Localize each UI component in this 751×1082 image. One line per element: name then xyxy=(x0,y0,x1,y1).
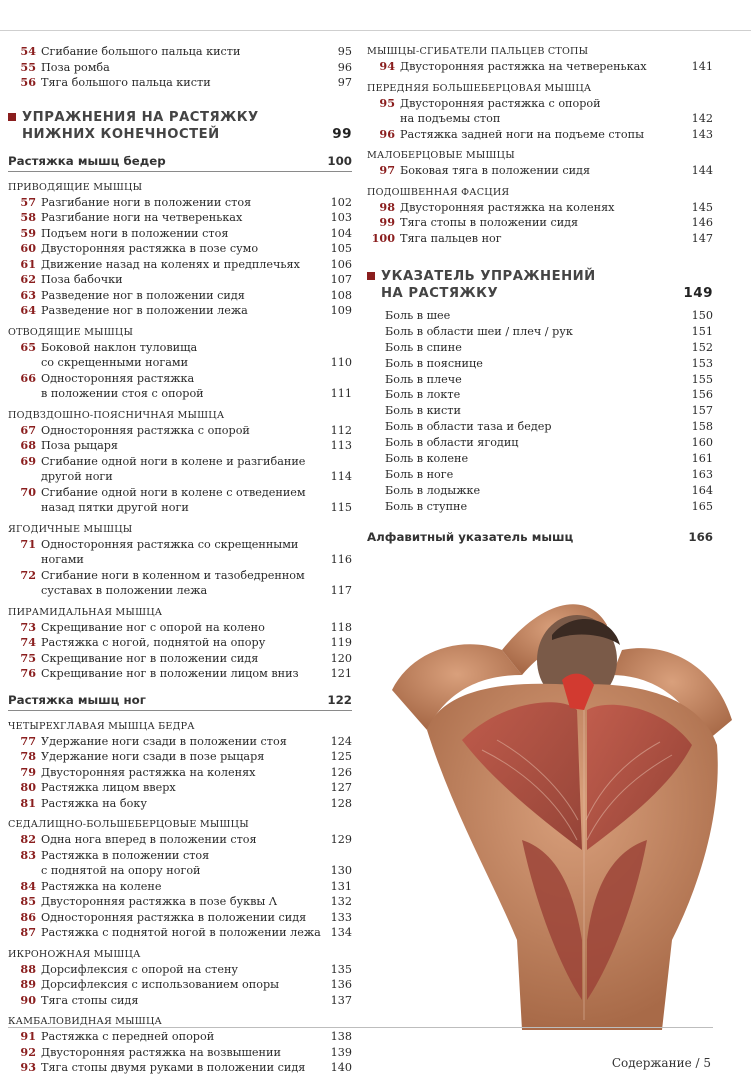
bottom-rule xyxy=(8,1027,713,1028)
pain-index-entry[interactable] xyxy=(367,419,713,435)
entry-title: Дорсифлексия с использованием опоры xyxy=(41,978,280,991)
toc-entry[interactable] xyxy=(8,666,352,682)
pain-index-page: 163 xyxy=(691,467,713,481)
toc-entry[interactable] xyxy=(8,371,352,387)
toc-entry[interactable] xyxy=(8,780,352,796)
entry-title: Поза ромба xyxy=(41,60,110,74)
entry-page: 127 xyxy=(330,781,352,794)
entry-title: Растяжка на боку xyxy=(41,796,147,810)
entry-page: 112 xyxy=(330,423,352,437)
muscle-group-heading: ЧЕТЫРЕХГЛАВАЯ МЫШЦА БЕДРА xyxy=(8,720,195,732)
pain-index-entry[interactable] xyxy=(367,387,713,403)
part-title-line2: НИЖНИХ КОНЕЧНОСТЕЙ xyxy=(22,126,220,142)
toc-entry[interactable] xyxy=(8,651,352,667)
toc-entry[interactable] xyxy=(8,44,352,60)
pain-index-entry[interactable] xyxy=(367,324,713,340)
entry-title: Односторонняя растяжка в положении сидя xyxy=(41,910,307,924)
toc-entry-continuation[interactable] xyxy=(367,111,713,127)
entry-number: 65 xyxy=(20,339,36,354)
pain-index-title: Боль в спине xyxy=(385,340,462,354)
entry-page: 103 xyxy=(330,211,352,224)
entry-title: Поза рыцаря xyxy=(41,439,118,452)
toc-entry[interactable] xyxy=(8,303,352,319)
pain-index-entry[interactable] xyxy=(367,451,713,467)
section-rule xyxy=(8,710,352,711)
entry-page: 117 xyxy=(330,584,352,597)
entry-title: Растяжка в положении стоя xyxy=(41,848,210,862)
entry-page: 142 xyxy=(691,112,713,125)
entry-title: Тяга стопы сидя xyxy=(41,993,139,1007)
toc-entry[interactable] xyxy=(8,894,352,910)
entry-number: 59 xyxy=(20,225,36,240)
muscle-group-heading: МЫШЦЫ-СГИБАТЕЛИ ПАЛЬЦЕВ СТОПЫ xyxy=(367,46,589,57)
entry-title: Поза бабочки xyxy=(41,273,123,286)
entry-page: 121 xyxy=(330,667,352,680)
pain-index-page: 150 xyxy=(691,309,713,322)
pain-index-page: 152 xyxy=(691,340,713,354)
entry-title: Тяга большого пальца кисти xyxy=(41,76,211,89)
entry-title: Двусторонняя растяжка на коленях xyxy=(400,200,615,214)
entry-page: 145 xyxy=(691,200,713,214)
part-title-line1: УПРАЖНЕНИЯ НА РАСТЯЖКУ xyxy=(22,109,259,125)
entry-number: 63 xyxy=(20,287,36,302)
section-block xyxy=(8,151,352,172)
toc-entry-continuation[interactable] xyxy=(8,469,352,485)
entry-page: 106 xyxy=(330,257,352,271)
entry-title: со скрещенными ногами xyxy=(41,356,189,369)
entry-page: 126 xyxy=(330,765,352,779)
pain-index-title: Боль в пояснице xyxy=(385,356,483,370)
section-title: Растяжка мышц бедер xyxy=(8,153,166,168)
toc-entry[interactable] xyxy=(8,423,352,439)
entry-page: 124 xyxy=(330,734,352,748)
entry-number: 96 xyxy=(379,126,395,141)
muscle-group-heading: ПЕРЕДНЯЯ БОЛЬШЕБЕРЦОВАЯ МЫШЦА xyxy=(367,82,592,94)
entry-title: Боковой наклон туловища xyxy=(41,340,198,354)
pain-index-title: Боль в области шеи / плеч / рук xyxy=(385,324,573,338)
entry-page: 120 xyxy=(330,651,352,665)
entry-title: Тяга стопы двумя руками в положении сидя xyxy=(41,1061,306,1074)
entry-page: 114 xyxy=(330,470,352,483)
pain-index-entry[interactable] xyxy=(367,467,713,483)
entry-title: Боковая тяга в положении сидя xyxy=(400,164,590,177)
entry-page: 135 xyxy=(330,962,352,976)
pain-index-entry[interactable] xyxy=(367,308,713,324)
entry-title: Двусторонняя растяжка с опорой xyxy=(400,96,601,110)
entry-page: 132 xyxy=(330,895,352,908)
entry-number: 86 xyxy=(20,909,36,924)
entry-page: 111 xyxy=(330,387,352,400)
toc-entry[interactable] xyxy=(8,1029,352,1045)
entry-page: 147 xyxy=(691,231,713,245)
pain-index-page: 165 xyxy=(691,499,713,513)
entry-page: 107 xyxy=(330,273,352,286)
toc-entry[interactable] xyxy=(8,454,352,470)
page-footer: Содержание / 5 xyxy=(611,1056,711,1070)
pain-index-entry[interactable] xyxy=(367,483,713,499)
pain-index-title: Боль в ноге xyxy=(385,467,454,481)
entry-number: 84 xyxy=(20,878,36,893)
entry-title: Удержание ноги сзади в положении стоя xyxy=(41,734,287,748)
toc-right-column xyxy=(367,44,713,547)
entry-number: 74 xyxy=(20,635,36,649)
entry-title: Разведение ног в положении сидя xyxy=(41,288,245,302)
entry-title: с поднятой на опору ногой xyxy=(41,864,201,877)
pain-index-title: Боль в плече xyxy=(385,372,462,386)
toc-entry[interactable] xyxy=(8,241,352,257)
entry-number: 76 xyxy=(20,666,36,680)
pain-index-title: Боль в кисти xyxy=(385,404,461,418)
toc-entry[interactable] xyxy=(8,272,352,288)
muscle-group-heading: ПОДОШВЕННАЯ ФАСЦИЯ xyxy=(367,186,510,198)
entry-title: Растяжка с поднятой ногой в положении лежа xyxy=(41,926,321,939)
pain-index-page: 155 xyxy=(691,372,713,386)
entry-title: Сгибание большого пальца кисти xyxy=(41,45,241,58)
toc-entry[interactable] xyxy=(8,210,352,226)
toc-entry[interactable] xyxy=(8,620,352,636)
toc-entry-continuation[interactable] xyxy=(8,500,352,516)
entry-page: 110 xyxy=(330,356,352,369)
entry-number: 97 xyxy=(379,163,395,177)
entry-title: Двусторонняя растяжка в позе буквы Λ xyxy=(41,895,277,908)
pain-index-title: Боль в области ягодиц xyxy=(385,436,519,450)
entry-number: 70 xyxy=(20,484,36,499)
muscle-group-heading: КАМБАЛОВИДНАЯ МЫШЦА xyxy=(8,1016,162,1027)
pain-index-entry[interactable] xyxy=(367,499,713,515)
pain-index-title: Боль в локте xyxy=(385,388,461,402)
entry-title: Растяжка задней ноги на подъеме стопы xyxy=(400,127,644,141)
muscle-group-heading: ИКРОНОЖНАЯ МЫШЦА xyxy=(8,948,141,960)
section-heading[interactable] xyxy=(8,690,352,710)
pain-index-page: 153 xyxy=(691,356,713,370)
entry-page: 119 xyxy=(330,636,352,649)
toc-entry[interactable] xyxy=(8,1045,352,1061)
entry-title: Подъем ноги в положении стоя xyxy=(41,226,229,240)
entry-number: 60 xyxy=(20,241,36,255)
entry-number: 80 xyxy=(20,780,36,794)
top-rule xyxy=(0,30,751,31)
section-rule xyxy=(8,171,352,172)
toc-entry[interactable] xyxy=(8,765,352,781)
back-muscles-illustration xyxy=(372,580,751,1030)
pain-index-page: 160 xyxy=(691,436,713,450)
entry-page: 143 xyxy=(691,127,713,141)
index-part-title-line2: НА РАСТЯЖКУ xyxy=(381,286,499,301)
entry-number: 55 xyxy=(20,59,36,74)
entry-number: 69 xyxy=(20,453,36,468)
muscle-group-heading: СЕДАЛИЩНО-БОЛЬШЕБЕРЦОВЫЕ МЫШЦЫ xyxy=(8,819,249,830)
toc-entry[interactable] xyxy=(367,127,713,143)
toc-entry[interactable] xyxy=(367,96,713,112)
entry-page: 118 xyxy=(330,620,352,634)
toc-entry-continuation[interactable] xyxy=(8,552,352,568)
entry-page: 129 xyxy=(330,833,352,846)
entry-title: Односторонняя растяжка с опорой xyxy=(41,423,250,437)
pain-index-entry[interactable] xyxy=(367,403,713,419)
entry-page: 116 xyxy=(330,553,352,566)
entry-page: 125 xyxy=(330,750,352,763)
pain-index-title: Боль в ступне xyxy=(385,499,468,513)
entry-number: 72 xyxy=(20,567,36,582)
entry-title: Движение назад на коленях и предплечьях xyxy=(41,257,300,271)
entry-title: Разгибание ноги в положении стоя xyxy=(41,195,252,209)
entry-page: 141 xyxy=(691,60,713,73)
entry-title: Разведение ног в положении лежа xyxy=(41,304,248,317)
entry-page: 134 xyxy=(330,926,352,939)
entry-title: Одна нога вперед в положении стоя xyxy=(41,833,257,846)
entry-title: Скрещивание ног в положении лицом вниз xyxy=(41,667,299,680)
section-title: Растяжка мышц ног xyxy=(8,692,146,707)
muscle-group-heading: ПИРАМИДАЛЬНАЯ МЫШЦА xyxy=(8,606,163,618)
entry-title: на подъемы стоп xyxy=(400,112,501,125)
toc-entry[interactable] xyxy=(8,925,352,941)
part-page: 99 xyxy=(332,125,352,142)
entry-number: 62 xyxy=(20,272,36,286)
entry-title: Двусторонняя растяжка на четвереньках xyxy=(400,60,647,73)
entry-number: 71 xyxy=(20,536,36,551)
entry-number: 95 xyxy=(379,95,395,110)
entry-title: Тяга стопы в положении сидя xyxy=(400,216,579,229)
entry-number: 100 xyxy=(371,230,395,245)
index-part-title-line1: УКАЗАТЕЛЬ УПРАЖНЕНИЙ xyxy=(381,269,596,284)
entry-page: 95 xyxy=(337,45,352,58)
entry-title: Двусторонняя растяжка на коленях xyxy=(41,765,256,779)
toc-entry[interactable] xyxy=(8,910,352,926)
toc-entry[interactable] xyxy=(367,215,713,231)
section-heading[interactable] xyxy=(8,151,352,171)
muscle-group-heading: ОТВОДЯЩИЕ МЫШЦЫ xyxy=(8,326,134,338)
pain-index-page: 164 xyxy=(691,483,713,497)
entry-number: 78 xyxy=(20,749,36,763)
toc-entry-continuation[interactable] xyxy=(8,583,352,599)
entry-number: 66 xyxy=(20,370,36,385)
entry-number: 93 xyxy=(20,1060,36,1074)
toc-entry[interactable] xyxy=(8,257,352,273)
entry-title: Двусторонняя растяжка в позе сумо xyxy=(41,242,259,255)
entry-number: 75 xyxy=(20,650,36,665)
entry-title: Растяжка с передней опорой xyxy=(41,1030,215,1043)
pain-index-entry[interactable] xyxy=(367,435,713,451)
entry-title: ногами xyxy=(41,553,84,566)
toc-entry-continuation[interactable] xyxy=(8,355,352,371)
toc-entry[interactable] xyxy=(8,340,352,356)
toc-entry[interactable] xyxy=(8,60,352,76)
entry-number: 64 xyxy=(20,303,36,317)
entry-number: 58 xyxy=(20,210,36,224)
toc-entry[interactable] xyxy=(8,195,352,211)
entry-page: 108 xyxy=(330,288,352,302)
entry-page: 138 xyxy=(330,1030,352,1043)
part-heading[interactable] xyxy=(8,109,352,143)
entry-page: 113 xyxy=(330,439,352,452)
entry-title: Разгибание ноги на четвереньках xyxy=(41,211,243,224)
entry-number: 61 xyxy=(20,256,36,271)
entry-page: 105 xyxy=(330,242,352,255)
entry-number: 85 xyxy=(20,894,36,908)
toc-entry[interactable] xyxy=(367,200,713,216)
toc-entry[interactable] xyxy=(8,568,352,584)
entry-number: 87 xyxy=(20,925,36,939)
entry-number: 83 xyxy=(20,847,36,862)
entry-page: 139 xyxy=(330,1045,352,1059)
entry-number: 79 xyxy=(20,764,36,779)
toc-left-column xyxy=(8,44,352,1076)
toc-entry[interactable] xyxy=(8,226,352,242)
muscle-group-heading: ПРИВОДЯЩИЕ МЫШЦЫ xyxy=(8,181,143,193)
pain-index-page: 161 xyxy=(691,452,713,466)
entry-title: назад пятки другой ноги xyxy=(41,501,189,514)
entry-number: 92 xyxy=(20,1044,36,1059)
toc-entry[interactable] xyxy=(8,635,352,651)
square-bullet-icon xyxy=(8,113,16,121)
entry-page: 109 xyxy=(330,304,352,317)
entry-title: Растяжка с ногой, поднятой на опору xyxy=(41,636,266,649)
entry-page: 140 xyxy=(330,1061,352,1074)
toc-entry[interactable] xyxy=(8,879,352,895)
alpha-index-label: Алфавитный указатель мышц xyxy=(367,529,574,544)
entry-title: Скрещивание ног в положении сидя xyxy=(41,651,259,665)
toc-entry-continuation[interactable] xyxy=(8,386,352,402)
toc-entry[interactable] xyxy=(8,848,352,864)
entry-page: 146 xyxy=(691,216,713,229)
entry-number: 90 xyxy=(20,992,36,1007)
toc-entry[interactable] xyxy=(8,977,352,993)
section-page: 122 xyxy=(327,692,352,707)
pain-index-page: 157 xyxy=(691,404,713,418)
entry-number: 91 xyxy=(20,1029,36,1043)
entry-title: Сгибание ноги в коленном и тазобедренном xyxy=(41,568,305,582)
toc-entry[interactable] xyxy=(8,749,352,765)
toc-entry[interactable] xyxy=(367,231,713,247)
entry-title: Сгибание одной ноги в колене и разгибание xyxy=(41,454,306,468)
toc-entry[interactable] xyxy=(8,537,352,553)
toc-entry[interactable] xyxy=(8,438,352,454)
entry-title: Растяжка на колене xyxy=(41,879,162,893)
alpha-index-page: 166 xyxy=(688,529,713,544)
entry-number: 57 xyxy=(20,194,36,209)
entry-page: 97 xyxy=(337,76,352,89)
entry-title: в положении стоя с опорой xyxy=(41,387,204,400)
section-page: 100 xyxy=(327,153,352,168)
pain-index-title: Боль в области таза и бедер xyxy=(385,420,552,434)
entry-page: 133 xyxy=(330,910,352,924)
muscle-group-heading: ЯГОДИЧНЫЕ МЫШЦЫ xyxy=(8,523,133,535)
entry-page: 130 xyxy=(330,864,352,877)
section-block xyxy=(8,690,352,711)
entry-title: Сгибание одной ноги в колене с отведением xyxy=(41,485,306,499)
pain-index-page: 156 xyxy=(691,388,713,402)
entry-title: Односторонняя растяжка со скрещенными xyxy=(41,537,299,551)
entry-number: 88 xyxy=(20,961,36,976)
entry-number: 82 xyxy=(20,832,36,846)
entry-page: 131 xyxy=(330,879,352,893)
entry-page: 137 xyxy=(330,993,352,1007)
pain-index-entry[interactable] xyxy=(367,372,713,388)
toc-entry[interactable] xyxy=(8,734,352,750)
toc-entry[interactable] xyxy=(8,1060,352,1076)
toc-entry[interactable] xyxy=(367,163,713,179)
entry-number: 68 xyxy=(20,438,36,452)
entry-number: 56 xyxy=(20,75,36,89)
pain-index-entry[interactable] xyxy=(367,340,713,356)
pain-index-title: Боль в шее xyxy=(385,309,451,322)
entry-number: 89 xyxy=(20,977,36,991)
entry-title: Двусторонняя растяжка на возвышении xyxy=(41,1045,281,1059)
pain-index-title: Боль в лодыжке xyxy=(385,483,481,497)
alpha-index-entry[interactable] xyxy=(367,527,713,547)
entry-page: 104 xyxy=(330,226,352,240)
toc-entry[interactable] xyxy=(8,962,352,978)
entry-number: 99 xyxy=(379,215,395,229)
entry-number: 77 xyxy=(20,733,36,748)
entry-title: Дорсифлексия с опорой на стену xyxy=(41,962,238,976)
entry-title: Односторонняя растяжка xyxy=(41,371,195,385)
pain-index-list xyxy=(367,308,713,515)
entry-page: 128 xyxy=(330,796,352,810)
index-part-page: 149 xyxy=(683,285,713,301)
entry-page: 115 xyxy=(330,501,352,514)
entry-title: Удержание ноги сзади в позе рыцаря xyxy=(41,750,265,763)
toc-entry-continuation[interactable] xyxy=(8,863,352,879)
toc-entry[interactable] xyxy=(367,59,713,75)
entry-number: 94 xyxy=(379,59,395,73)
toc-entry[interactable] xyxy=(8,75,352,91)
pain-index-entry[interactable] xyxy=(367,356,713,372)
toc-entry[interactable] xyxy=(8,832,352,848)
entry-page: 144 xyxy=(691,164,713,177)
entry-number: 67 xyxy=(20,422,36,437)
entry-title: Растяжка лицом вверх xyxy=(41,781,176,794)
toc-entry[interactable] xyxy=(8,796,352,812)
entry-number: 81 xyxy=(20,795,36,810)
index-part-heading[interactable] xyxy=(367,268,713,302)
muscle-group-heading: ПОДВЗДОШНО-ПОЯСНИЧНАЯ МЫШЦА xyxy=(8,409,225,421)
entry-title: суставах в положении лежа xyxy=(41,584,208,597)
entry-number: 98 xyxy=(379,199,395,214)
toc-entry[interactable] xyxy=(8,485,352,501)
entry-page: 136 xyxy=(330,978,352,991)
entry-number: 54 xyxy=(20,44,36,58)
pain-index-page: 158 xyxy=(691,420,713,434)
entry-title: Скрещивание ног с опорой на колено xyxy=(41,620,265,634)
entry-page: 102 xyxy=(330,195,352,209)
toc-entry[interactable] xyxy=(8,288,352,304)
entry-title: другой ноги xyxy=(41,470,113,483)
toc-right-list xyxy=(367,44,713,246)
muscle-group-heading: МАЛОБЕРЦОВЫЕ МЫШЦЫ xyxy=(367,150,515,161)
entry-page: 96 xyxy=(337,60,352,74)
entry-title: Тяга пальцев ног xyxy=(400,231,502,245)
square-bullet-icon xyxy=(367,272,375,280)
pain-index-title: Боль в колене xyxy=(385,452,469,466)
pain-index-page: 151 xyxy=(691,324,713,338)
toc-entry[interactable] xyxy=(8,993,352,1009)
entry-number: 73 xyxy=(20,619,36,634)
